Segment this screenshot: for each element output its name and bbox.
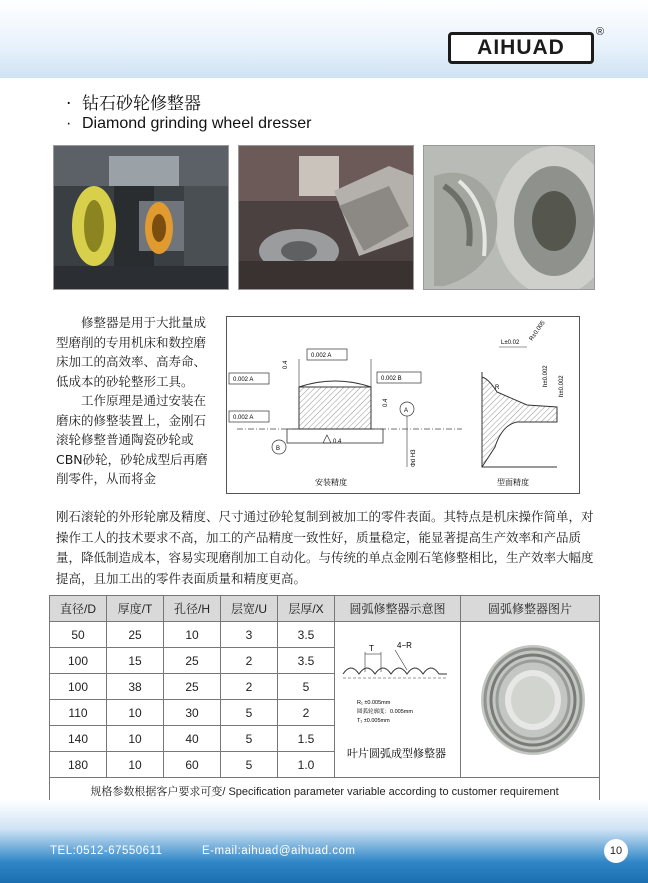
intro-paragraph-1	[56, 313, 216, 489]
table-row	[50, 622, 600, 648]
header-photo: 圆弧修整器图片	[461, 596, 600, 622]
intro-text-2a: 工作原理是通过安装在磨床的修整装置上，金刚石滚轮修整普通陶瓷砂轮或CBN砂轮，砂轮成型后再磨削零件，从而将金	[56, 393, 208, 486]
sketch-note-1: R₁ ±0.005mm	[357, 700, 391, 706]
table-cell: 5	[221, 700, 278, 726]
header-sketch: 圆弧修整器示意图	[335, 596, 461, 622]
table-cell: 38	[107, 674, 164, 700]
sketch-caption: 叶片圆弧成型修整器	[347, 747, 447, 760]
table-cell: 5	[221, 726, 278, 752]
page-number: 10	[604, 839, 628, 863]
tol-3: 0.002 B	[381, 376, 402, 382]
table-cell: 140	[50, 726, 107, 752]
tol-2: 0.002 A	[233, 377, 254, 383]
table-cell: 110	[50, 700, 107, 726]
dim-04a: 0.4	[283, 360, 289, 369]
label-r: R	[495, 385, 500, 391]
table-cell: 1.5	[278, 726, 335, 752]
table-cell: 50	[50, 622, 107, 648]
brand-logo	[448, 32, 594, 64]
table-cell: 2	[221, 648, 278, 674]
header-hole: 孔径/H	[164, 596, 221, 622]
page-title-en	[66, 115, 311, 133]
sketch-label-t: T	[369, 644, 374, 653]
arc-dresser-sketch	[335, 622, 460, 772]
sketch-note-2: 圆弧轮廓度：0.005mm	[357, 709, 413, 715]
table-cell: 10	[107, 752, 164, 778]
dim-04c: 0.4	[333, 439, 342, 445]
brand-logo-text: AIHUAD	[477, 36, 565, 59]
header-diameter: 直径/D	[50, 596, 107, 622]
table-cell: 60	[164, 752, 221, 778]
table-cell: 30	[164, 700, 221, 726]
sketch-note-3: T₁ ±0.005mm	[357, 718, 390, 724]
tol-4: 0.002 A	[233, 415, 254, 421]
table-header-row	[50, 596, 600, 622]
photo-cell	[461, 622, 600, 778]
dim-h1: h±0.002	[543, 365, 549, 387]
table-cell: 40	[164, 726, 221, 752]
header-layer-width: 层宽/U	[221, 596, 278, 622]
dim-r: R±0.005	[528, 320, 547, 343]
header-thickness: 厚度/T	[107, 596, 164, 622]
table-cell: 10	[107, 726, 164, 752]
dresser-roller-photo	[423, 145, 595, 290]
sketch-cell	[335, 622, 461, 778]
page-title-cn	[66, 89, 201, 114]
grinding-closeup-photo	[238, 145, 414, 290]
intro-text-1: 修整器是用于大批量成型磨削的专用机床和数控磨床加工的高效率、高寿命、低成本的砂轮整形工具。	[56, 315, 207, 389]
technical-drawing	[226, 316, 580, 494]
dim-l: L±0.02	[501, 340, 520, 346]
table-cell: 3	[221, 622, 278, 648]
table-cell: 10	[164, 622, 221, 648]
table-cell: 2	[278, 700, 335, 726]
table-cell: 25	[164, 648, 221, 674]
table-cell: 100	[50, 648, 107, 674]
table-footnote: 规格参数根据客户要求可变/ Specification parameter variable according to customer requirement	[50, 778, 600, 804]
table-cell: 100	[50, 674, 107, 700]
label-a: A	[404, 408, 409, 414]
header-layer-thickness: 层厚/X	[278, 596, 335, 622]
bullet: ·	[66, 94, 72, 114]
label-b: B	[276, 446, 281, 452]
table-cell: 2	[221, 674, 278, 700]
table-cell: 5	[221, 752, 278, 778]
dim-04b: 0.4	[383, 398, 389, 407]
title-cn-text: 钻石砂轮修整器	[82, 94, 201, 114]
dim-h2: h±0.002	[559, 375, 565, 397]
intro-text-2b: 刚石滚轮的外形轮廓及精度、尺寸通过砂轮复制到被加工的零件表面。其特点是机床操作简单，对操作工人的技术要求不高，加工的产品精度一致性好，质量稳定，能显著提高生产效率和产品质量，降低制造成本，容易实现磨削加工自动化。与传统的单点金刚石笔修整相比，生产效率大幅度提高，且加工出的零件表面质量和精度更高。	[56, 509, 594, 586]
intro-paragraph-2	[56, 507, 604, 589]
table-cell: 1.0	[278, 752, 335, 778]
spec-table	[49, 595, 600, 804]
sketch-label-4r: 4−R	[397, 641, 412, 650]
dim-phi: Φd H3	[411, 449, 417, 467]
registered-mark: ®	[596, 26, 605, 38]
footer-band	[0, 800, 648, 883]
tol-1: 0.002 A	[311, 353, 332, 359]
footer-tel: TEL:0512-67550611	[50, 845, 163, 857]
table-cell: 10	[107, 700, 164, 726]
table-cell: 25	[164, 674, 221, 700]
bullet: ·	[66, 115, 72, 132]
table-cell: 3.5	[278, 622, 335, 648]
table-cell: 180	[50, 752, 107, 778]
table-cell: 3.5	[278, 648, 335, 674]
drawing-right-caption: 型面精度	[497, 478, 529, 487]
drawing-left-caption: 安装精度	[315, 478, 347, 487]
footer-email[interactable]: E-mail:aihuad@aihuad.com	[202, 845, 356, 857]
title-en-text: Diamond grinding wheel dresser	[82, 115, 312, 132]
table-cell: 5	[278, 674, 335, 700]
table-cell: 15	[107, 648, 164, 674]
table-cell: 25	[107, 622, 164, 648]
arc-dresser-photo	[465, 622, 595, 772]
machine-dresser-photo	[53, 145, 229, 290]
